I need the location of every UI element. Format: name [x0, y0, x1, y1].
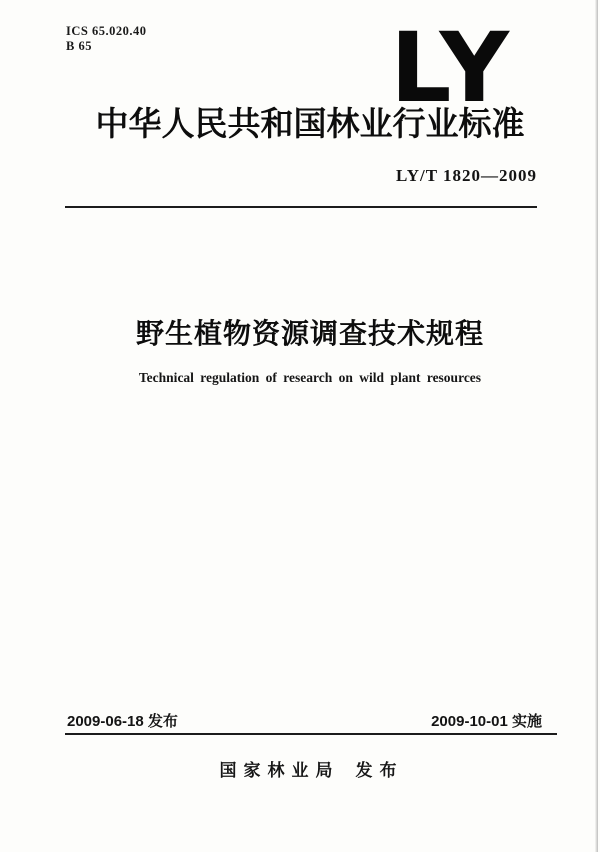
document-title-en: Technical regulation of research on wild plant resources	[138, 370, 482, 385]
classification-code: B 65	[66, 39, 92, 53]
ics-code: ICS 65.020.40	[66, 24, 147, 38]
ics-block	[66, 24, 146, 54]
issue-date: 2009-06-18 发布	[67, 713, 178, 730]
ly-logo: LY	[390, 12, 512, 124]
footer-divider	[65, 733, 557, 735]
header-divider	[65, 206, 537, 208]
standard-number: LY/T 1820—2009	[395, 166, 537, 185]
scan-edge-artifact	[595, 0, 598, 852]
header-title: 中华人民共和国林业行业标准	[95, 105, 525, 142]
publisher-action: 发布	[355, 761, 404, 780]
dates-row	[67, 710, 542, 731]
implementation-date: 2009-10-01 实施	[431, 713, 542, 730]
document-title-cn: 野生植物资源调查技术规程	[135, 318, 484, 349]
publisher-name: 国家林业局	[219, 761, 340, 780]
publisher-line	[66, 756, 557, 781]
